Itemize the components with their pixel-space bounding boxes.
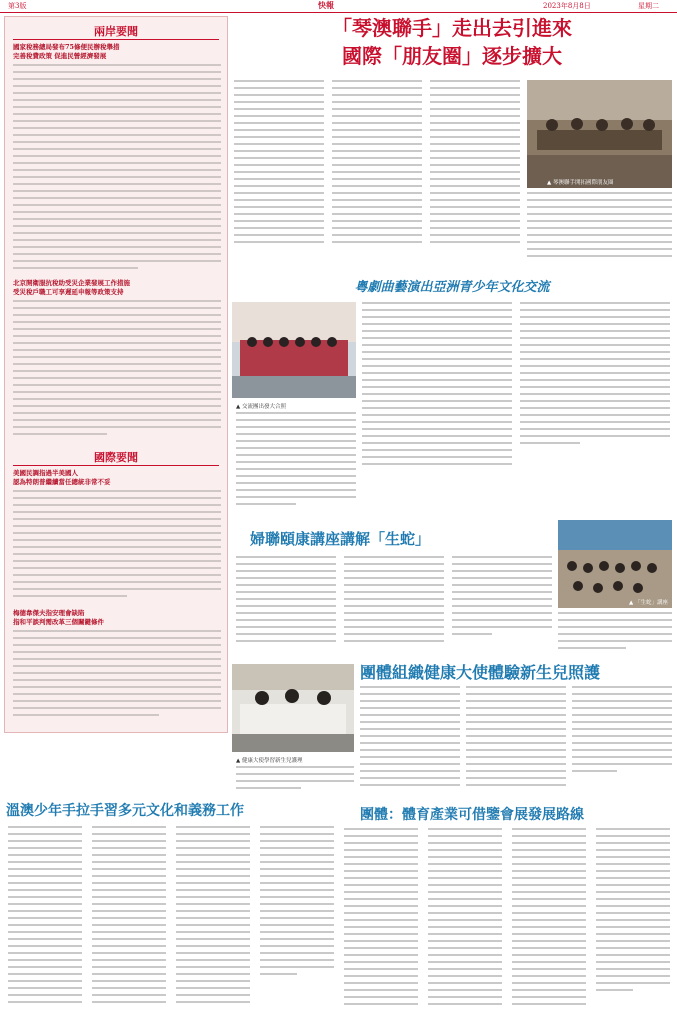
brief-body-text bbox=[13, 490, 221, 602]
story-ambassador-body-left bbox=[236, 766, 354, 796]
story-cantonese-photo bbox=[232, 302, 356, 398]
brief-headline: 梅德韋傑夫指安理會缺陷 bbox=[13, 609, 85, 617]
story-sports-body bbox=[344, 828, 672, 1016]
masthead bbox=[0, 0, 677, 13]
story-women-banner: 婦聯頤康講座講解「生蛇」 bbox=[250, 530, 431, 548]
feature-body-text bbox=[234, 80, 524, 252]
issue-date: 2023年8月8日 bbox=[543, 2, 591, 10]
feature-body-text-right bbox=[527, 192, 672, 260]
brief-body-text bbox=[13, 630, 221, 728]
story-women-photo bbox=[558, 520, 672, 608]
story-sports-banner: 團體：體育產業可借鑒會展發展路線 bbox=[360, 807, 584, 823]
brief-headline: 美國民調指過半美國人 bbox=[13, 469, 78, 477]
section-rule bbox=[13, 39, 219, 40]
group-photo-image bbox=[232, 302, 356, 398]
story-ambassador-caption: ▲ 健康大使學習新生兒護理 bbox=[236, 758, 303, 764]
story-cantonese-body bbox=[236, 412, 356, 510]
issue-weekday: 星期二 bbox=[638, 2, 659, 10]
brief-headline: 國家稅務總局發布75條便民辦稅舉措 bbox=[13, 43, 120, 51]
story-ambassador-body bbox=[360, 686, 672, 796]
feature-photo bbox=[527, 80, 672, 188]
infant-care-photo-image bbox=[232, 664, 354, 752]
news-briefs-sidebar bbox=[4, 16, 228, 733]
story-women-body-right bbox=[558, 612, 672, 654]
meeting-photo-image bbox=[527, 80, 672, 188]
brief-headline: 北京開衛服抗稅助受災企業發展工作措施 bbox=[13, 279, 130, 287]
feature-photo-caption: ▲ 琴澳聯手開拓國際朋友圈 bbox=[547, 180, 614, 186]
story-ambassador-banner: 團體組織健康大使體驗新生兒照護 bbox=[360, 663, 601, 682]
story-cantonese-caption: ▲ 交流團出發大合照 bbox=[236, 404, 286, 410]
section-rule bbox=[13, 465, 219, 466]
brief-subheadline: 受災稅戶職工可享遲延申報等政策支持 bbox=[13, 288, 124, 296]
paper-name: 快報 bbox=[318, 0, 334, 10]
story-women-caption: ▲ 「生蛇」講座 bbox=[629, 600, 668, 606]
section-title-international: 國際要聞 bbox=[94, 451, 138, 464]
feature-title-line1: 「琴澳聯手」走出去引進來 bbox=[332, 16, 572, 40]
brief-body-text bbox=[13, 300, 221, 442]
brief-subheadline: 完善稅費政策 促進民營經濟發展 bbox=[13, 52, 107, 60]
story-youth-body bbox=[8, 826, 336, 1016]
section-title-cross-strait: 兩岸要聞 bbox=[94, 25, 138, 38]
lecture-photo-image bbox=[558, 520, 672, 608]
feature-title-line2: 國際「朋友圈」逐步擴大 bbox=[342, 44, 562, 68]
story-youth-banner: 溫澳少年手拉手習多元文化和義務工作 bbox=[6, 803, 244, 819]
story-cantonese-body-cols bbox=[362, 302, 672, 510]
brief-subheadline: 認為特朗普繼續當任總統非常不妥 bbox=[13, 478, 111, 486]
page-number: 第3版 bbox=[8, 2, 27, 10]
story-ambassador-photo bbox=[232, 664, 354, 752]
brief-body-text bbox=[13, 64, 221, 274]
brief-subheadline: 指和平談判需改革三個關鍵條件 bbox=[13, 618, 104, 626]
story-cantonese-banner: 粵劇曲藝演出亞洲青少年文化交流 bbox=[354, 280, 550, 295]
story-women-body bbox=[236, 556, 552, 654]
